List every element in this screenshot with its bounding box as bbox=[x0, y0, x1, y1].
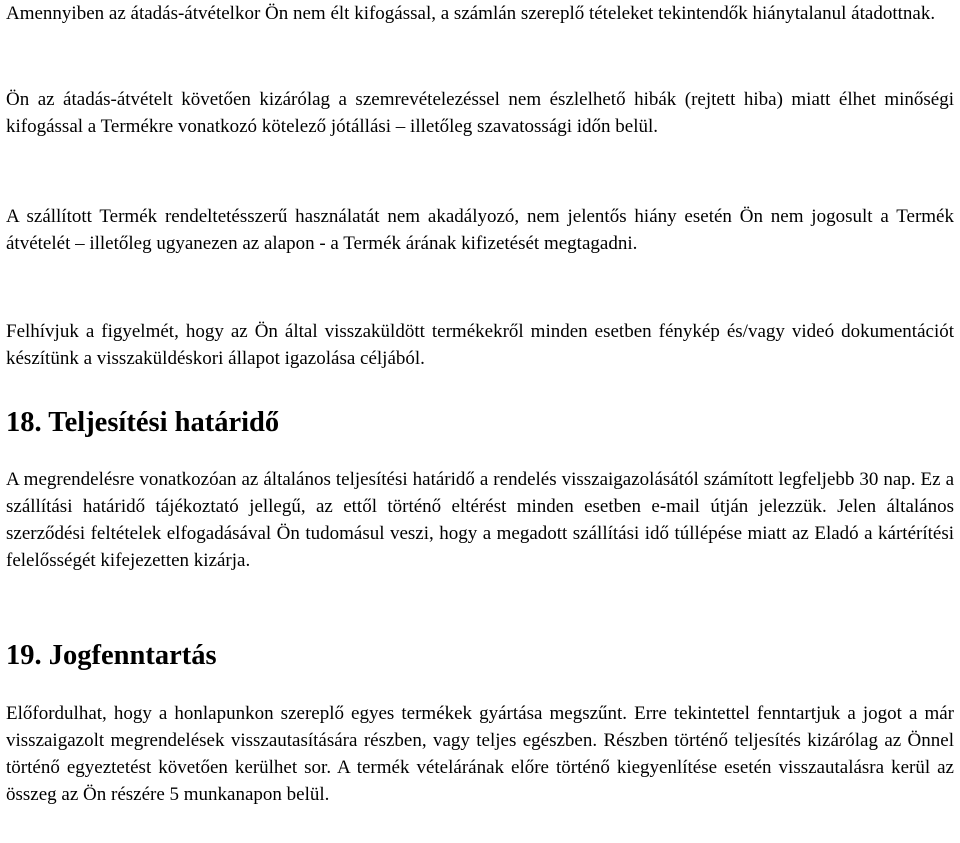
minor-defects-paragraph: A szállított Termék rendeltetésszerű használatát nem akadályozó, nem jelentős hiány esetén Ön nem jogosult a Termék átvételét – illetőleg ugyanezen az alapon - a Termék árának kifizetését megtagadni. bbox=[6, 206, 954, 254]
hidden-defects-paragraph: Ön az átadás-átvételt követően kizárólag a szemrevételezéssel nem észlelhető hibák (rejtett hiba) miatt élhet minőségi kifogással a Termékre vonatkozó kötelező jótállási – illetőleg szavatossági időn belül. bbox=[6, 89, 954, 137]
intro-paragraph: Amennyiben az átadás-átvételkor Ön nem élt kifogással, a számlán szereplő tételeket tekintendők hiánytalanul átadottnak. bbox=[6, 3, 936, 24]
section-19-paragraph: Előfordulhat, hogy a honlapunkon szereplő egyes termékek gyártása megszűnt. Erre tekintettel fenntartjuk a jogot a már visszaigazolt megrendelések visszautasítására részben, vagy teljes egészben. Részben történő teljesítés kizárólag az Önnel történő egyeztetést követően kerülhet sor. A termék vételárának előre történő kiegyenlítése esetén visszautalásra kerül az összeg az Ön részére 5 munkanapon belül. bbox=[6, 703, 954, 805]
section-19-heading: 19. Jogfenntartás bbox=[6, 640, 217, 671]
section-18-paragraph: A megrendelésre vonatkozóan az általános teljesítési határidő a rendelés visszaigazolásától számított legfeljebb 30 nap. Ez a szállítási határidő tájékoztató jellegű, az ettől történő eltérést minden esetben e-mail útján jelezzük. Jelen általános szerződési feltételek elfogadásával Ön tudomásul veszi, hogy a megadott szállítási idő túllépése miatt az Eladó a kártérítési felelősségét kifejezetten kizárja. bbox=[6, 469, 954, 571]
photo-notice-paragraph: Felhívjuk a figyelmét, hogy az Ön által visszaküldött termékekről minden esetben fénykép és/vagy videó dokumentációt készítünk a visszaküldéskori állapot igazolása céljából. bbox=[6, 321, 954, 369]
section-18-heading: 18. Teljesítési határidő bbox=[6, 407, 280, 438]
